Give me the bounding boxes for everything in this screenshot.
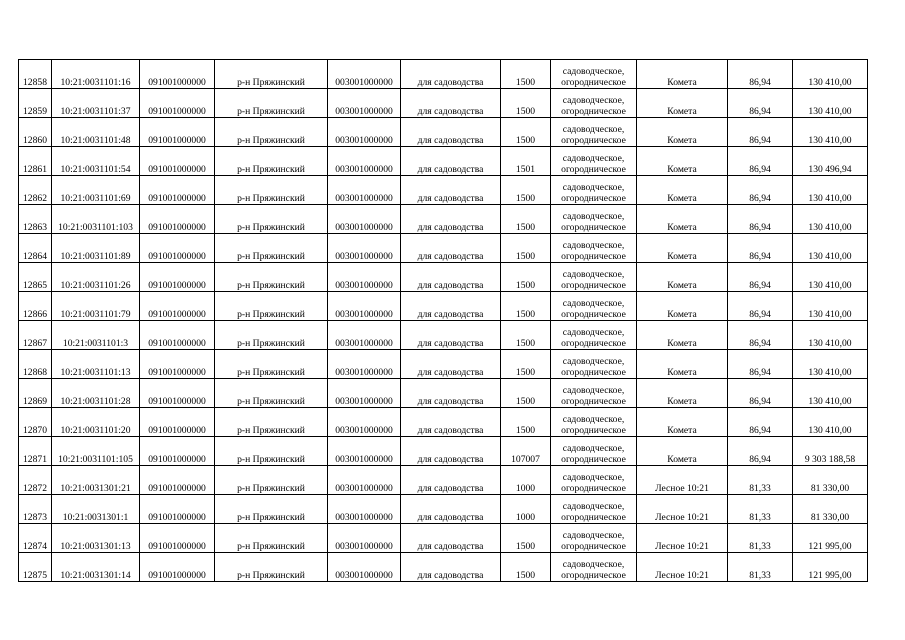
- cadastral-value-cell: 130 410,00: [793, 60, 868, 89]
- cadastral-number-cell: 10:21:0031101:48: [52, 118, 140, 147]
- specific-value-cell: 86,94: [728, 437, 793, 466]
- locality-code-cell: 003001000000: [328, 466, 401, 495]
- specific-value-cell: 86,94: [728, 292, 793, 321]
- land-use-line-1: садоводческое,: [562, 559, 625, 570]
- settlement-name-cell: Комета: [637, 292, 728, 321]
- settlement-name-cell: Лесное 10:21: [637, 524, 728, 553]
- record-number-cell: 12874: [19, 524, 52, 553]
- table-row: [19, 147, 868, 176]
- settlement-name-cell: Комета: [637, 89, 728, 118]
- land-use-line-2: огородническое: [561, 337, 626, 349]
- land-use-type-cell: [551, 437, 637, 466]
- table-row: [19, 118, 868, 147]
- permitted-use-cell: для садоводства: [401, 147, 501, 176]
- table-row: [19, 176, 868, 205]
- permitted-use-cell: для садоводства: [401, 292, 501, 321]
- land-use-line-2: огородническое: [561, 221, 626, 233]
- settlement-name-cell: Комета: [637, 350, 728, 379]
- land-use-line-1: садоводческое,: [562, 530, 625, 541]
- locality-code-cell: 003001000000: [328, 495, 401, 524]
- land-use-line-1: садоводческое,: [562, 472, 625, 483]
- cadastral-value-cell: 130 410,00: [793, 292, 868, 321]
- area-cell: 1500: [501, 292, 551, 321]
- permitted-use-cell: для садоводства: [401, 263, 501, 292]
- record-number-cell: 12867: [19, 321, 52, 350]
- permitted-use-cell: для садоводства: [401, 350, 501, 379]
- land-use-line-2: огородническое: [561, 453, 626, 465]
- land-use-type-cell: [551, 118, 637, 147]
- area-cell: 1500: [501, 176, 551, 205]
- area-cell: 1500: [501, 89, 551, 118]
- land-use-line-1: садоводческое,: [562, 240, 625, 251]
- specific-value-cell: 86,94: [728, 379, 793, 408]
- area-cell: 1500: [501, 60, 551, 89]
- land-use-line-1: садоводческое,: [562, 443, 625, 454]
- cadastral-number-cell: 10:21:0031101:3: [52, 321, 140, 350]
- land-use-line-2: огородническое: [561, 424, 626, 436]
- area-cell: 1500: [501, 234, 551, 263]
- table-row: [19, 437, 868, 466]
- land-use-line-2: огородническое: [561, 308, 626, 320]
- okato-code-cell: 091001000000: [140, 350, 215, 379]
- okato-code-cell: 091001000000: [140, 147, 215, 176]
- district-cell: р-н Пряжинский: [215, 292, 328, 321]
- okato-code-cell: 091001000000: [140, 379, 215, 408]
- district-cell: р-н Пряжинский: [215, 176, 328, 205]
- land-use-line-1: садоводческое,: [562, 356, 625, 367]
- record-number-cell: 12870: [19, 408, 52, 437]
- district-cell: р-н Пряжинский: [215, 408, 328, 437]
- cadastral-number-cell: 10:21:0031101:103: [52, 205, 140, 234]
- table-row: [19, 321, 868, 350]
- land-use-type-cell: [551, 350, 637, 379]
- settlement-name-cell: Комета: [637, 321, 728, 350]
- permitted-use-cell: для садоводства: [401, 524, 501, 553]
- land-use-type-cell: [551, 234, 637, 263]
- specific-value-cell: 81,33: [728, 553, 793, 582]
- cadastral-value-cell: 130 410,00: [793, 234, 868, 263]
- land-use-line-2: огородническое: [561, 163, 626, 175]
- specific-value-cell: 86,94: [728, 321, 793, 350]
- table-row: [19, 524, 868, 553]
- okato-code-cell: 091001000000: [140, 89, 215, 118]
- specific-value-cell: 81,33: [728, 495, 793, 524]
- record-number-cell: 12861: [19, 147, 52, 176]
- district-cell: р-н Пряжинский: [215, 379, 328, 408]
- district-cell: р-н Пряжинский: [215, 495, 328, 524]
- cadastral-number-cell: 10:21:0031301:13: [52, 524, 140, 553]
- locality-code-cell: 003001000000: [328, 321, 401, 350]
- table-row: [19, 379, 868, 408]
- permitted-use-cell: для садоводства: [401, 89, 501, 118]
- specific-value-cell: 81,33: [728, 466, 793, 495]
- okato-code-cell: 091001000000: [140, 292, 215, 321]
- specific-value-cell: 86,94: [728, 118, 793, 147]
- land-use-line-1: садоводческое,: [562, 385, 625, 396]
- permitted-use-cell: для садоводства: [401, 321, 501, 350]
- area-cell: 1500: [501, 553, 551, 582]
- permitted-use-cell: для садоводства: [401, 205, 501, 234]
- okato-code-cell: 091001000000: [140, 60, 215, 89]
- land-use-line-2: огородническое: [561, 511, 626, 523]
- table-row: [19, 466, 868, 495]
- land-use-line-2: огородническое: [561, 76, 626, 88]
- okato-code-cell: 091001000000: [140, 234, 215, 263]
- record-number-cell: 12872: [19, 466, 52, 495]
- permitted-use-cell: для садоводства: [401, 408, 501, 437]
- cadastral-value-cell: 130 410,00: [793, 350, 868, 379]
- record-number-cell: 12871: [19, 437, 52, 466]
- permitted-use-cell: для садоводства: [401, 176, 501, 205]
- land-use-line-2: огородническое: [561, 540, 626, 552]
- land-use-line-2: огородническое: [561, 192, 626, 204]
- land-use-line-2: огородническое: [561, 105, 626, 117]
- area-cell: 1500: [501, 118, 551, 147]
- record-number-cell: 12858: [19, 60, 52, 89]
- land-use-line-2: огородническое: [561, 250, 626, 262]
- settlement-name-cell: Лесное 10:21: [637, 553, 728, 582]
- district-cell: р-н Пряжинский: [215, 234, 328, 263]
- land-use-line-1: садоводческое,: [562, 327, 625, 338]
- cadastral-number-cell: 10:21:0031101:89: [52, 234, 140, 263]
- specific-value-cell: 86,94: [728, 60, 793, 89]
- permitted-use-cell: для садоводства: [401, 234, 501, 263]
- district-cell: р-н Пряжинский: [215, 553, 328, 582]
- locality-code-cell: 003001000000: [328, 147, 401, 176]
- cadastral-value-cell: 9 303 188,58: [793, 437, 868, 466]
- land-use-line-2: огородническое: [561, 569, 626, 581]
- okato-code-cell: 091001000000: [140, 524, 215, 553]
- permitted-use-cell: для садоводства: [401, 60, 501, 89]
- specific-value-cell: 86,94: [728, 205, 793, 234]
- cadastral-value-cell: 121 995,00: [793, 553, 868, 582]
- specific-value-cell: 86,94: [728, 234, 793, 263]
- okato-code-cell: 091001000000: [140, 466, 215, 495]
- table-row: [19, 553, 868, 582]
- settlement-name-cell: Комета: [637, 60, 728, 89]
- locality-code-cell: 003001000000: [328, 118, 401, 147]
- land-use-line-1: садоводческое,: [562, 298, 625, 309]
- permitted-use-cell: для садоводства: [401, 118, 501, 147]
- land-use-type-cell: [551, 89, 637, 118]
- record-number-cell: 12868: [19, 350, 52, 379]
- locality-code-cell: 003001000000: [328, 89, 401, 118]
- land-use-type-cell: [551, 495, 637, 524]
- land-use-line-2: огородническое: [561, 482, 626, 494]
- settlement-name-cell: Комета: [637, 379, 728, 408]
- record-number-cell: 12875: [19, 553, 52, 582]
- area-cell: 1000: [501, 495, 551, 524]
- area-cell: 107007: [501, 437, 551, 466]
- locality-code-cell: 003001000000: [328, 553, 401, 582]
- settlement-name-cell: Комета: [637, 176, 728, 205]
- table-row: [19, 234, 868, 263]
- cadastral-value-cell: 130 410,00: [793, 89, 868, 118]
- district-cell: р-н Пряжинский: [215, 466, 328, 495]
- locality-code-cell: 003001000000: [328, 234, 401, 263]
- table-row: [19, 60, 868, 89]
- okato-code-cell: 091001000000: [140, 205, 215, 234]
- area-cell: 1500: [501, 379, 551, 408]
- okato-code-cell: 091001000000: [140, 408, 215, 437]
- land-use-type-cell: [551, 147, 637, 176]
- cadastral-number-cell: 10:21:0031101:20: [52, 408, 140, 437]
- record-number-cell: 12866: [19, 292, 52, 321]
- locality-code-cell: 003001000000: [328, 205, 401, 234]
- permitted-use-cell: для садоводства: [401, 437, 501, 466]
- cadastral-number-cell: 10:21:0031101:54: [52, 147, 140, 176]
- cadastral-value-cell: 130 410,00: [793, 205, 868, 234]
- district-cell: р-н Пряжинский: [215, 524, 328, 553]
- permitted-use-cell: для садоводства: [401, 553, 501, 582]
- record-number-cell: 12869: [19, 379, 52, 408]
- district-cell: р-н Пряжинский: [215, 321, 328, 350]
- table-row: [19, 89, 868, 118]
- land-use-type-cell: [551, 408, 637, 437]
- locality-code-cell: 003001000000: [328, 263, 401, 292]
- locality-code-cell: 003001000000: [328, 60, 401, 89]
- cadastral-number-cell: 10:21:0031101:28: [52, 379, 140, 408]
- land-use-type-cell: [551, 379, 637, 408]
- table-body: [19, 60, 868, 582]
- okato-code-cell: 091001000000: [140, 321, 215, 350]
- table-row: [19, 263, 868, 292]
- cadastral-value-cell: 130 410,00: [793, 118, 868, 147]
- area-cell: 1500: [501, 350, 551, 379]
- land-use-line-1: садоводческое,: [562, 269, 625, 280]
- cadastral-value-cell: 130 410,00: [793, 408, 868, 437]
- record-number-cell: 12865: [19, 263, 52, 292]
- settlement-name-cell: Комета: [637, 437, 728, 466]
- land-use-line-1: садоводческое,: [562, 124, 625, 135]
- cadastral-number-cell: 10:21:0031301:1: [52, 495, 140, 524]
- land-use-line-1: садоводческое,: [562, 501, 625, 512]
- locality-code-cell: 003001000000: [328, 379, 401, 408]
- area-cell: 1500: [501, 205, 551, 234]
- settlement-name-cell: Комета: [637, 408, 728, 437]
- record-number-cell: 12873: [19, 495, 52, 524]
- settlement-name-cell: Комета: [637, 234, 728, 263]
- table-row: [19, 495, 868, 524]
- area-cell: 1501: [501, 147, 551, 176]
- land-use-line-2: огородническое: [561, 366, 626, 378]
- settlement-name-cell: Комета: [637, 147, 728, 176]
- locality-code-cell: 003001000000: [328, 437, 401, 466]
- record-number-cell: 12859: [19, 89, 52, 118]
- settlement-name-cell: Лесное 10:21: [637, 466, 728, 495]
- document-page: [18, 59, 867, 582]
- okato-code-cell: 091001000000: [140, 553, 215, 582]
- specific-value-cell: 86,94: [728, 263, 793, 292]
- cadastral-number-cell: 10:21:0031101:26: [52, 263, 140, 292]
- area-cell: 1500: [501, 263, 551, 292]
- land-use-line-1: садоводческое,: [562, 66, 625, 77]
- cadastral-value-cell: 130 410,00: [793, 321, 868, 350]
- okato-code-cell: 091001000000: [140, 176, 215, 205]
- area-cell: 1500: [501, 408, 551, 437]
- district-cell: р-н Пряжинский: [215, 60, 328, 89]
- settlement-name-cell: Комета: [637, 118, 728, 147]
- settlement-name-cell: Комета: [637, 263, 728, 292]
- land-use-type-cell: [551, 205, 637, 234]
- record-number-cell: 12862: [19, 176, 52, 205]
- area-cell: 1500: [501, 524, 551, 553]
- permitted-use-cell: для садоводства: [401, 495, 501, 524]
- cadastral-number-cell: 10:21:0031101:16: [52, 60, 140, 89]
- cadastral-number-cell: 10:21:0031101:105: [52, 437, 140, 466]
- land-use-line-1: садоводческое,: [562, 182, 625, 193]
- area-cell: 1500: [501, 321, 551, 350]
- cadastral-value-cell: 121 995,00: [793, 524, 868, 553]
- cadastral-value-cell: 81 330,00: [793, 495, 868, 524]
- specific-value-cell: 86,94: [728, 176, 793, 205]
- cadastral-number-cell: 10:21:0031101:13: [52, 350, 140, 379]
- land-use-line-1: садоводческое,: [562, 414, 625, 425]
- land-use-line-1: садоводческое,: [562, 211, 625, 222]
- specific-value-cell: 86,94: [728, 147, 793, 176]
- record-number-cell: 12860: [19, 118, 52, 147]
- specific-value-cell: 86,94: [728, 408, 793, 437]
- table-row: [19, 408, 868, 437]
- cadastral-number-cell: 10:21:0031101:69: [52, 176, 140, 205]
- okato-code-cell: 091001000000: [140, 263, 215, 292]
- specific-value-cell: 81,33: [728, 524, 793, 553]
- district-cell: р-н Пряжинский: [215, 147, 328, 176]
- cadastral-number-cell: 10:21:0031101:37: [52, 89, 140, 118]
- district-cell: р-н Пряжинский: [215, 263, 328, 292]
- specific-value-cell: 86,94: [728, 350, 793, 379]
- district-cell: р-н Пряжинский: [215, 350, 328, 379]
- settlement-name-cell: Комета: [637, 205, 728, 234]
- land-use-type-cell: [551, 466, 637, 495]
- district-cell: р-н Пряжинский: [215, 437, 328, 466]
- district-cell: р-н Пряжинский: [215, 118, 328, 147]
- locality-code-cell: 003001000000: [328, 350, 401, 379]
- land-use-line-1: садоводческое,: [562, 95, 625, 106]
- district-cell: р-н Пряжинский: [215, 89, 328, 118]
- record-number-cell: 12863: [19, 205, 52, 234]
- table-row: [19, 292, 868, 321]
- cadastral-value-cell: 130 496,94: [793, 147, 868, 176]
- locality-code-cell: 003001000000: [328, 524, 401, 553]
- permitted-use-cell: для садоводства: [401, 379, 501, 408]
- record-number-cell: 12864: [19, 234, 52, 263]
- cadastral-value-cell: 81 330,00: [793, 466, 868, 495]
- permitted-use-cell: для садоводства: [401, 466, 501, 495]
- land-use-type-cell: [551, 524, 637, 553]
- district-cell: р-н Пряжинский: [215, 205, 328, 234]
- cadastral-number-cell: 10:21:0031101:79: [52, 292, 140, 321]
- land-use-line-2: огородническое: [561, 279, 626, 291]
- land-use-line-2: огородническое: [561, 395, 626, 407]
- okato-code-cell: 091001000000: [140, 437, 215, 466]
- locality-code-cell: 003001000000: [328, 292, 401, 321]
- specific-value-cell: 86,94: [728, 89, 793, 118]
- cadastral-value-cell: 130 410,00: [793, 176, 868, 205]
- table-row: [19, 205, 868, 234]
- okato-code-cell: 091001000000: [140, 118, 215, 147]
- land-use-type-cell: [551, 553, 637, 582]
- cadastral-value-cell: 130 410,00: [793, 379, 868, 408]
- cadastral-value-cell: 130 410,00: [793, 263, 868, 292]
- land-use-type-cell: [551, 263, 637, 292]
- cadastral-number-cell: 10:21:0031301:21: [52, 466, 140, 495]
- area-cell: 1000: [501, 466, 551, 495]
- land-use-type-cell: [551, 60, 637, 89]
- table-row: [19, 350, 868, 379]
- land-plot-table: [18, 59, 868, 582]
- locality-code-cell: 003001000000: [328, 408, 401, 437]
- land-use-type-cell: [551, 176, 637, 205]
- land-use-line-2: огородническое: [561, 134, 626, 146]
- land-use-line-1: садоводческое,: [562, 153, 625, 164]
- land-use-type-cell: [551, 321, 637, 350]
- land-use-type-cell: [551, 292, 637, 321]
- okato-code-cell: 091001000000: [140, 495, 215, 524]
- locality-code-cell: 003001000000: [328, 176, 401, 205]
- settlement-name-cell: Лесное 10:21: [637, 495, 728, 524]
- cadastral-number-cell: 10:21:0031301:14: [52, 553, 140, 582]
